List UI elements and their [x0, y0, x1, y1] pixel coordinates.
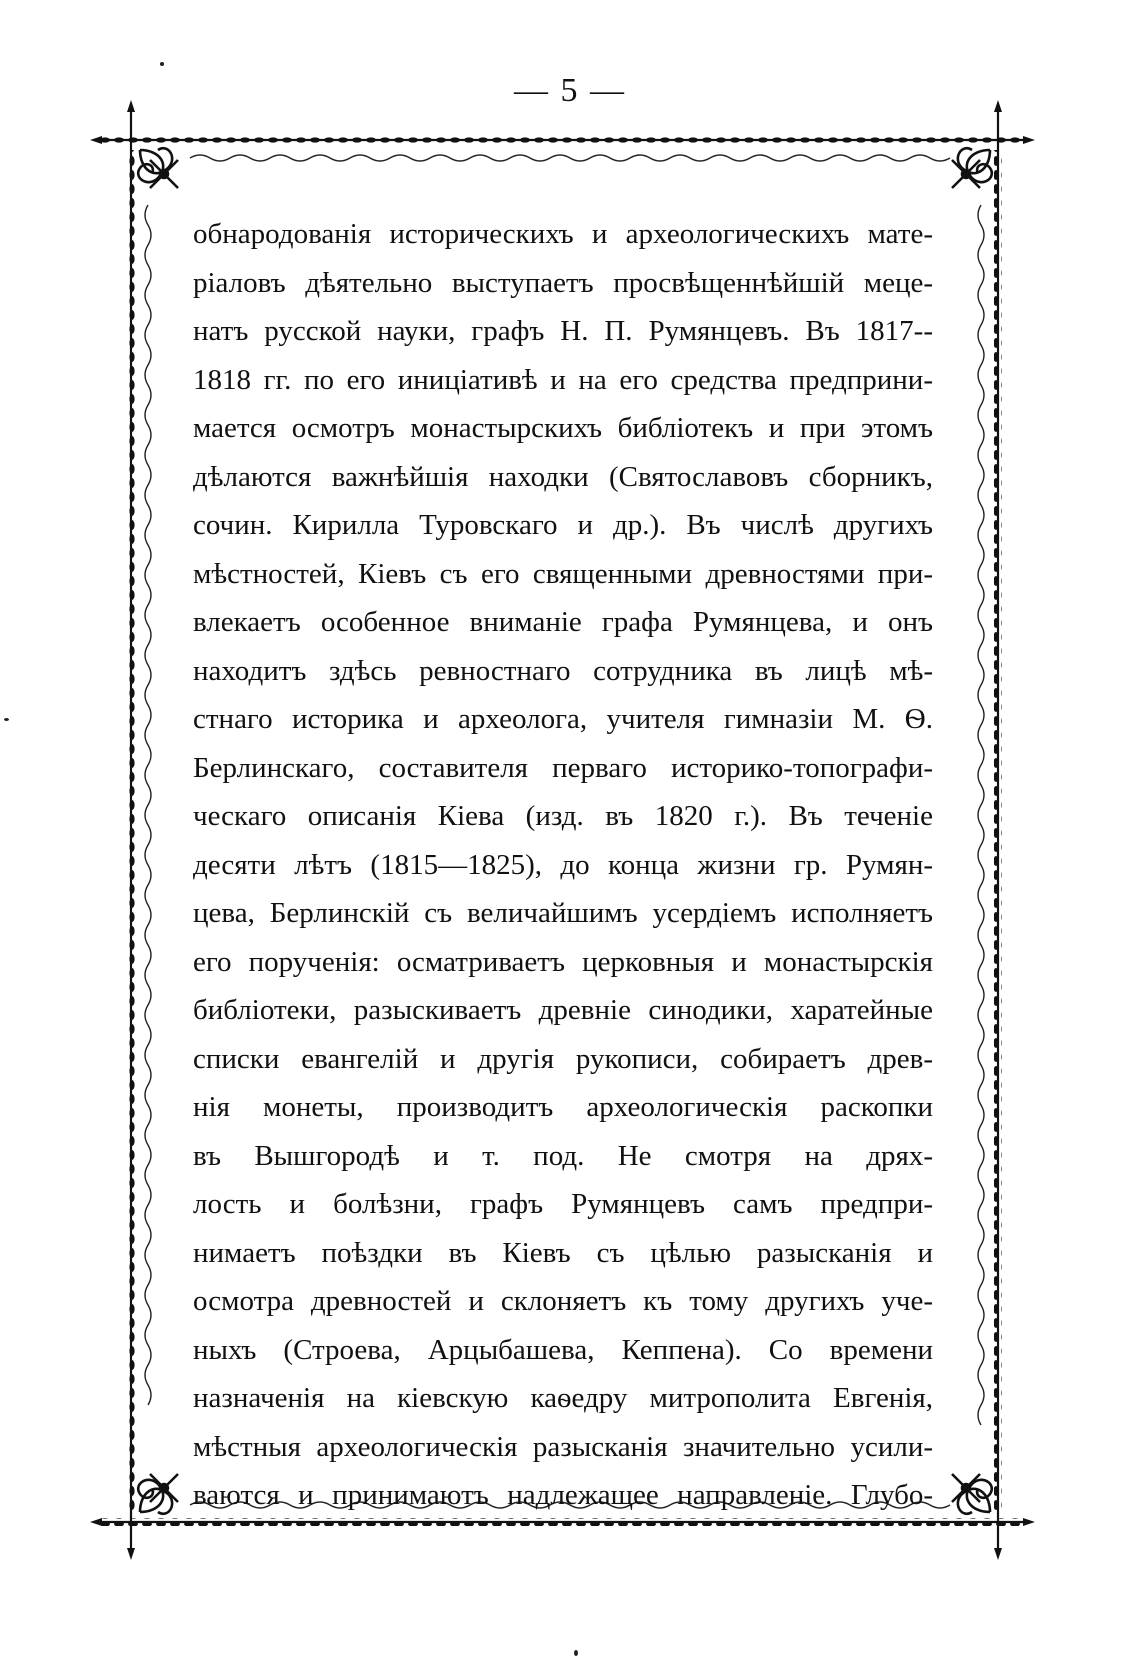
text-line: ріаловъ дѣятельно выступаетъ просвѣщеннѣйшій меце- — [193, 266, 933, 299]
text-line: его порученія: осматриваетъ церковныя и монастырскія — [193, 945, 933, 978]
text-line: дѣлаются важнѣйшія находки (Святославовъ сборникъ, — [193, 460, 933, 493]
corner-ornament-top-right — [952, 148, 992, 188]
corner-ornament-bottom-left — [138, 1474, 178, 1514]
text-line: сочин. Кирилла Туровскаго и др.). Въ числѣ другихъ — [193, 509, 933, 541]
print-speck — [160, 62, 164, 66]
top-border-rule — [95, 136, 1030, 144]
text-line: въ Вышгородѣ и т. под. Не смотря на дрях- — [193, 1139, 933, 1172]
corner-ornament-bottom-right — [952, 1474, 992, 1514]
print-speck — [4, 718, 9, 721]
text-line: находитъ здѣсь ревностнаго сотрудника въ лицѣ мѣ- — [193, 654, 933, 687]
text-line: влекаетъ особенное вниманіе графа Румянцева, и онъ — [193, 606, 933, 638]
text-line: ческаго описанія Кіева (изд. въ 1820 г.). Въ теченіе — [193, 800, 933, 832]
text-line: стнаго историка и археолога, учителя гимназіи М. Ѳ. — [193, 703, 933, 735]
text-line: десяти лѣтъ (1815—1825), до конца жизни гр. Румян- — [193, 848, 933, 881]
right-border-rule — [994, 105, 1002, 1555]
page-number: — 5 — — [514, 72, 626, 109]
text-line: ныхъ (Строева, Арцыбашева, Кеппена). Со времени — [193, 1333, 933, 1366]
text-line: цева, Берлинскій съ величайшимъ усердіемъ исполняетъ — [193, 897, 933, 929]
text-line: библіотеки, разыскиваетъ древніе синодики, харатейные — [193, 994, 933, 1026]
text-line: осмотра древностей и склоняетъ къ тому другихъ уче- — [193, 1285, 933, 1317]
text-line: обнародованія историческихъ и археологическихъ мате- — [193, 218, 933, 250]
text-line: мѣстностей, Кіевъ съ его священными древностями при- — [193, 557, 933, 590]
left-border-rule — [127, 105, 135, 1555]
text-line: нимаетъ поѣздки въ Кіевъ съ цѣлью разысканія и — [193, 1236, 933, 1269]
text-line: Берлинскаго, составителя перваго историко-топографи- — [193, 751, 933, 784]
text-line: 1818 гг. по его иниціативѣ и на его средства предприни- — [193, 363, 933, 396]
text-line: нія монеты, производитъ археологическія раскопки — [193, 1091, 933, 1123]
text-line: ваются и принимаютъ надлежащее направленіе. Глубо- — [193, 1479, 933, 1511]
text-line: мается осмотръ монастырскихъ библіотекъ и при этомъ — [193, 412, 933, 444]
corner-ornament-top-left — [138, 148, 178, 188]
text-line: мѣстныя археологическія разысканія значительно усили- — [193, 1430, 933, 1463]
text-line: лость и болѣзни, графъ Румянцевъ самъ предпри- — [193, 1188, 933, 1220]
body-text — [193, 210, 933, 1520]
text-line: списки евангелій и другія рукописи, собираетъ древ- — [193, 1042, 933, 1075]
print-speck — [574, 1650, 578, 1656]
text-line: назначенія на кіевскую каѳедру митрополита Евгенія, — [193, 1382, 933, 1414]
text-line: натъ русской науки, графъ Н. П. Румянцевъ. Въ 1817-- — [193, 315, 933, 347]
